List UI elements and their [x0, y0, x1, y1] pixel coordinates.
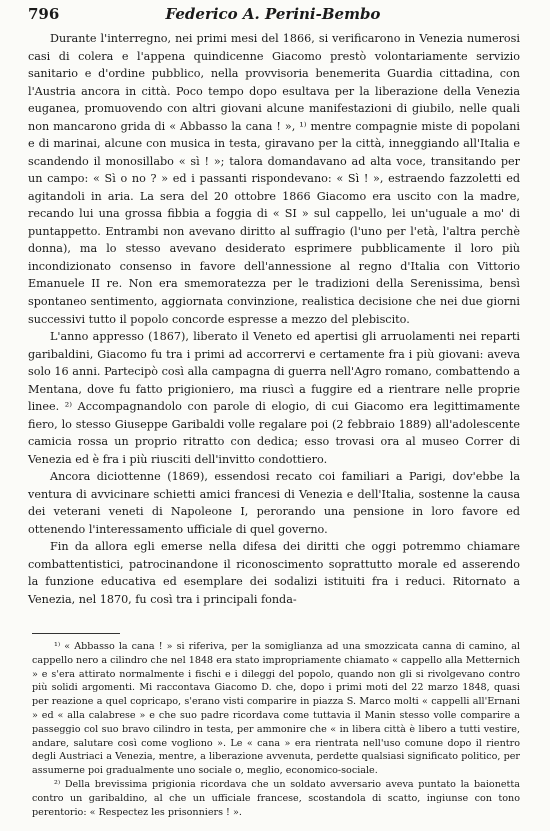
- paragraph: Fin da allora egli emerse nella difesa dei diritti che oggi potremmo chiamare combattentistici, patrocinandone il riconoscimento soprattutto morale ed asserendo la funzione educativa ed esemplare dei sodalizi istituiti fra i reduci. Ritornato a Venezia, nel 1870, fu così tra i principali fonda-: [28, 540, 520, 606]
- main-text: [28, 30, 520, 609]
- footnote: ²⁾ Della brevissima prigionia ricordava che un soldato avversario aveva puntato la baionetta contro un garibaldino, al che un ufficiale francese, scostandola di scatto, ingiunse con tono perentorio: « Respectez les prisonniers ! ».: [32, 778, 520, 818]
- footnote: ¹⁾ « Abbasso la cana ! » si riferiva, per la somiglianza ad una smozzicata canna di camino, al cappello nero a cilindro che nel 1848 era stato impropriamente chiamato « cappello alla Metternich » e s'era attirato normalmente i fischi e i dileggi del popolo, quando non gli si rivolgevano contro più solidi argomenti. Mi raccontava Giacomo D. che, dopo i primi moti del 22 marzo 1848, quasi per reazione a quel copricapo, s'erano visti comparire in piazza S. Marco molti « cappelli all'Ernani » ed « alla calabrese » e che suo padre ricordava come tuttavia il Manin stesso volle comparire a passeggio col suo bravo cilindro in testa, per ammonire che « in libera città è libero a tutti vestire, andare, salutare così come vogliono ». Le « cana » era rientrata nell'uso comune dopo il rientro degli Austriaci a Venezia, mentre, a liberazione avvenuta, perdette qualsiasi significato politico, per assumerne poi gradualmente uno sociale o, meglio, economico-sociale.: [32, 641, 520, 777]
- footnote-separator: [32, 633, 120, 634]
- footnotes: [32, 640, 520, 819]
- paragraph: Ancora diciottenne (1869), essendosi recato coi familiari a Parigi, dov'ebbe la ventura di avvicinare schietti amici francesi di Venezia e dell'Italia, sostenne la causa dei veterani veneti di Napoleone I, perorando una pensione in loro favore ed ottenendo l'interessamento ufficiale di quel governo.: [28, 470, 520, 536]
- page-number: 796: [28, 5, 60, 23]
- running-title: Federico A. Perini-Bembo: [165, 5, 381, 23]
- paragraph: Durante l'interregno, nei primi mesi del 1866, si verificarono in Venezia numerosi casi di colera e l'appena quindicenne Giacomo prestò volontariamente servizio sanitario e d'ordine pubblico, nella provvisoria benemerita Guardia cittadina, con l'Austria ancora in città. Poco tempo dopo esultava per la liberazione della Venezia euganea, promuovendo con altri giovani alcune manifestazioni di giubilo, nelle quali non mancarono grida di « Abbasso la cana ! », ¹⁾ mentre compagnie miste di popolani e di marinai, alcune con musica in testa, giravano per la città, inneggiando all'Italia e scandendo il monosillabo « sì ! »; talora domandavano ad alta voce, transitando per un campo: « Sì o no ? » ed i passanti rispondevano: « Sì ! », estraendo fazzoletti ed agitandoli in aria. La sera del 20 ottobre 1866 Giacomo era uscito con la madre, recando lui una grossa fibbia a foggia di « SI » sul cappello, lei un'uguale a mo' di puntappetto. Entrambi non avevano diritto al suffragio (l'uno per l'età, l'altra perchè donna), ma lo stesso avevano desiderato esprimere pubblicamente il loro più incondizionato consenso in favore dell'annessione al regno d'Italia con Vittorio Emanuele II re. Non era smemoratezza per le tradizioni della Serenissima, bensì spontaneo sentimento, aggiornata convinzione, realistica decisione che nei due giorni successivi tutto il popolo concorde espresse a mezzo del plebiscito.: [28, 32, 520, 326]
- page-header: [28, 3, 518, 25]
- paragraph: L'anno appresso (1867), liberato il Veneto ed apertisi gli arruolamenti nei reparti garibaldini, Giacomo fu tra i primi ad accorrervi e certamente fra i più giovani: aveva solo 16 anni. Partecipò così alla campagna di guerra nell'Agro romano, combattendo a Mentana, dove fu fatto prigioniero, ma riuscì a fuggire ed a rientrare nelle proprie linee. ²⁾ Accompagnandolo con parole di elogio, di cui Giacomo era legittimamente fiero, lo stesso Giuseppe Garibaldi volle regalare poi (2 febbraio 1889) all'adolescente camicia rossa un proprio ritratto con dedica; esso trovasi ora al museo Correr di Venezia ed è fra i più riusciti dell'invitto condottiero.: [28, 330, 520, 466]
